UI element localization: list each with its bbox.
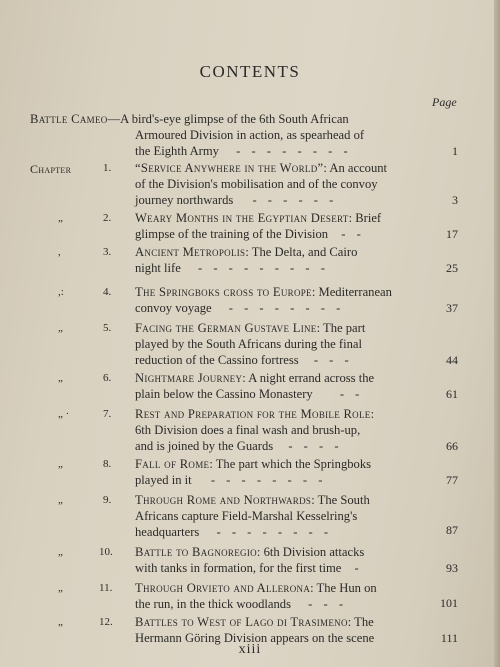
chapter-title: The Springboks cross to Europe bbox=[135, 285, 312, 299]
chapter-title: Rest and Preparation for the Mobile Role bbox=[135, 407, 371, 421]
chapter-page: 111 bbox=[440, 631, 458, 645]
battle-cameo-page: 1 bbox=[452, 144, 458, 158]
chapter-title: Through Rome and Northwards bbox=[135, 493, 312, 507]
chapter-page: 87 bbox=[446, 523, 458, 537]
battle-cameo-label: Battle Cameo bbox=[30, 112, 108, 126]
battle-cameo-line3: the Eighth Army bbox=[135, 144, 219, 158]
chapter-page: 66 bbox=[446, 439, 458, 453]
battle-cameo-line1: —A bird's-eye glimpse of the 6th South African bbox=[107, 112, 349, 126]
chapter-page: 77 bbox=[446, 473, 458, 487]
chapter-title: “Service Anywhere in the World” bbox=[135, 161, 324, 175]
contents-title: CONTENTS bbox=[199, 62, 301, 81]
chapter-title: Battle to Bagnoregio bbox=[135, 545, 257, 559]
chapter-page: 3 bbox=[452, 193, 458, 207]
chapter-title: Weary Months in the Egyptian Desert bbox=[135, 211, 349, 225]
chapter-title: Ancient Metropolis bbox=[135, 245, 246, 259]
page-folio: xiii bbox=[238, 642, 262, 657]
chapter-page: 25 bbox=[446, 261, 458, 275]
chapter-title: Through Orvieto and Allerona bbox=[135, 581, 311, 595]
chapter-title: Fall of Rome bbox=[135, 457, 210, 471]
book-page: CONTENTS Page Battle Cameo—A bird's-eye glimpse of the 6th South African Armoured Division in action, as spearhead of the Eighth Army - - - - - - - - 1 Chapter 1. “Service Anywhere in the World”: An account of the Division's mobilisation and of the convoy journey northwards - - - - - - 3 „ 2. Weary Months in the Egyptian Desert: Brief glimpse of the training of the Division - - 17 , 3. Ancient Metropolis: The Delta, and Cairo night life - - - - - - - - - 25 ,: 4. The Springboks cross to Europe: Mediterranean convoy voyage - - - - - - - - 37 „ 5. Facing the German Gustave Line: The part played by the South Africans during the final reduction of the Cassino fortress - - - 44 „ 6. Nightmare Journey: A night errand across the plain below the Cassino Monastery - - 61 „ · 7. Rest and Preparation for the Mobile Role: 6th Division does a final wash and brush-up, and is joined by the Guards - - - - 66 „ 8. Fall of Rome: The part which the Springboks played in it - - - - - - - - 77 „ 9. Through Rome and Northwards: The South Africans capture Field-Marshal Kesselring's headquarters - - - - - - - - 87 „ 10. Battle to Bagnoregio: 6th Division attacks with tanks in formation, for the first time - 93 „ 11. Through Orvieto and Allerona: The Hun on the run, in the thick woodlands - - - 101 „ 12. Battles to West of Lago di Trasimeno: The Hermann Göring Division appears on the scene 111 xiii bbox=[0, 0, 500, 667]
chapter-page: 61 bbox=[446, 387, 458, 401]
chapter-title: Nightmare Journey bbox=[135, 371, 243, 385]
battle-cameo-dashes: - - - - - - - - bbox=[236, 144, 352, 158]
chapter-label: Chapter bbox=[30, 162, 72, 176]
chapter-page: 93 bbox=[446, 561, 458, 575]
chapter-title: Facing the German Gustave Line bbox=[135, 321, 317, 335]
chapter-page: 17 bbox=[446, 227, 458, 241]
chapter-page: 44 bbox=[446, 353, 458, 367]
page-column-heading: Page bbox=[432, 95, 457, 109]
chapter-page: 37 bbox=[446, 301, 458, 315]
chapter-page: 101 bbox=[440, 596, 458, 610]
battle-cameo-line2: Armoured Division in action, as spearhead of bbox=[135, 128, 365, 142]
page-edge bbox=[494, 0, 500, 667]
chapter-title: Battles to West of Lago di Trasimeno bbox=[135, 615, 348, 629]
